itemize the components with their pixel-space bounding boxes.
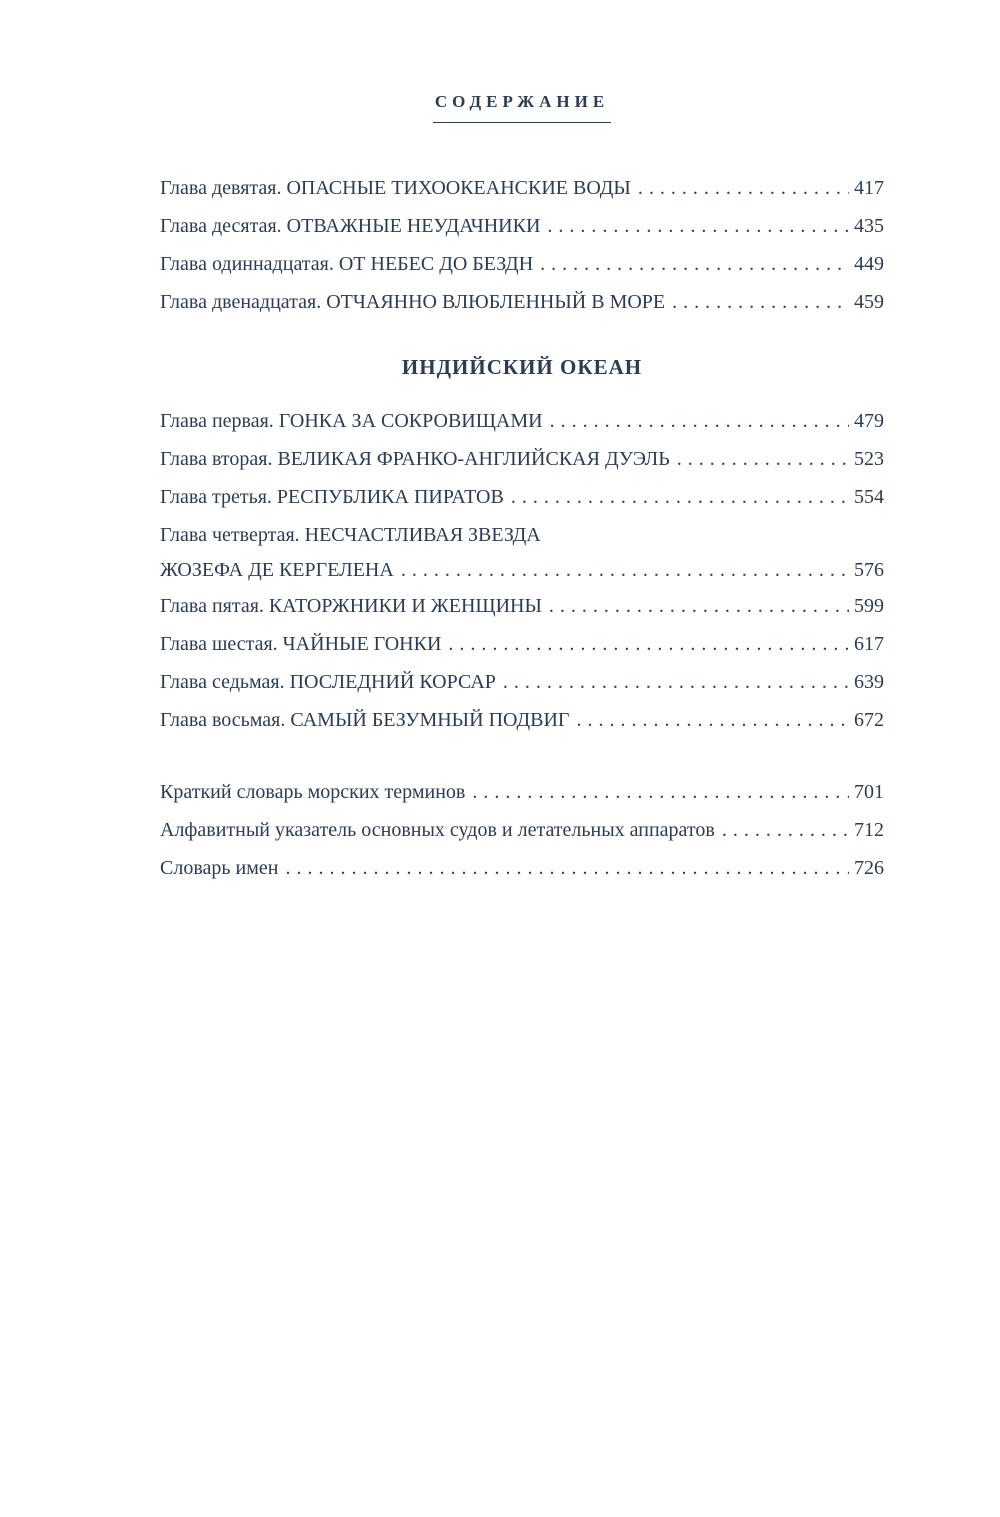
toc-entry-page: 639 (854, 671, 884, 693)
dot-leader (672, 283, 849, 321)
toc-entry-page: 479 (854, 410, 884, 432)
toc-entry-label: Глава третья. РЕСПУБЛИКА ПИРАТОВ (160, 486, 504, 508)
toc-entry-page: 712 (854, 819, 884, 841)
toc-entry-label: Глава двенадцатая. ОТЧАЯННО ВЛЮБЛЕННЫЙ В МОРЕ (160, 291, 666, 313)
dot-leader (549, 587, 849, 625)
toc-entry (160, 663, 884, 701)
toc-entry (160, 478, 884, 516)
toc-entry-page: 554 (854, 486, 884, 508)
dot-leader (540, 245, 849, 283)
header-rule (433, 122, 611, 123)
page-title: СОДЕРЖАНИЕ (434, 92, 610, 111)
toc-entry-page: 449 (854, 253, 884, 275)
toc-entry-label: Алфавитный указатель основных судов и летательных аппаратов (160, 819, 715, 841)
toc-entry-label: Глава четвертая. НЕСЧАСТЛИВАЯ ЗВЕЗДА (160, 524, 541, 546)
toc-entry-page: 435 (854, 215, 884, 237)
toc-entry (160, 587, 884, 625)
toc-entry-page: 576 (854, 559, 884, 581)
toc-entry (160, 440, 884, 478)
toc-entry-page: 417 (854, 177, 884, 199)
toc-entry (160, 207, 884, 245)
toc-entry-label: Глава одиннадцатая. ОТ НЕБЕС ДО БЕЗДН (160, 253, 534, 275)
toc-entry-page: 701 (854, 781, 884, 803)
toc-entry (160, 701, 884, 739)
toc-section (160, 773, 884, 887)
dot-leader (677, 440, 849, 478)
dot-leader (638, 169, 849, 207)
toc-entry-page: 726 (854, 857, 884, 879)
toc-entry (160, 245, 884, 283)
toc-section (160, 169, 884, 321)
dot-leader (448, 625, 849, 663)
toc-entry (160, 773, 884, 811)
dot-leader (550, 402, 849, 440)
toc-entry-label: Краткий словарь морских терминов (160, 781, 466, 803)
toc-entry-page: 672 (854, 709, 884, 731)
toc-entry-label: Глава девятая. ОПАСНЫЕ ТИХООКЕАНСКИЕ ВОДЫ (160, 177, 631, 199)
table-of-contents (160, 169, 884, 887)
dot-leader (401, 554, 849, 587)
toc-entry-label: Глава восьмая. САМЫЙ БЕЗУМНЫЙ ПОДВИГ (160, 709, 570, 731)
toc-entry-page: 523 (854, 448, 884, 470)
toc-entry-page: 617 (854, 633, 884, 655)
dot-leader (503, 663, 849, 701)
dot-leader (472, 773, 849, 811)
toc-entry-label: ЖОЗЕФА ДЕ КЕРГЕЛЕНА (160, 559, 394, 581)
dot-leader (285, 849, 849, 887)
toc-entry (160, 554, 884, 587)
toc-entry-page: 459 (854, 291, 884, 313)
dot-leader (722, 811, 849, 849)
toc-entry-label: Глава пятая. КАТОРЖНИКИ И ЖЕНЩИНЫ (160, 595, 542, 617)
toc-entry-label: Словарь имен (160, 857, 279, 879)
toc-entry (160, 849, 884, 887)
contents-header (160, 92, 884, 123)
toc-entry-label: Глава шестая. ЧАЙНЫЕ ГОНКИ (160, 633, 442, 655)
toc-entry-page: 599 (854, 595, 884, 617)
dot-leader (576, 701, 849, 739)
toc-entry-label: Глава седьмая. ПОСЛЕДНИЙ КОРСАР (160, 671, 496, 693)
toc-entry (160, 402, 884, 440)
toc-entry-label: Глава первая. ГОНКА ЗА СОКРОВИЩАМИ (160, 410, 543, 432)
toc-entry (160, 516, 884, 554)
toc-entry (160, 811, 884, 849)
toc-entry (160, 625, 884, 663)
toc-section (160, 355, 884, 739)
section-heading: ИНДИЙСКИЙ ОКЕАН (401, 355, 643, 379)
toc-entry-label: Глава вторая. ВЕЛИКАЯ ФРАНКО-АНГЛИЙСКАЯ ДУЭЛЬ (160, 448, 670, 470)
toc-entry (160, 169, 884, 207)
dot-leader (547, 207, 849, 245)
toc-entry (160, 283, 884, 321)
dot-leader (511, 478, 849, 516)
toc-entry-label: Глава десятая. ОТВАЖНЫЕ НЕУДАЧНИКИ (160, 215, 541, 237)
